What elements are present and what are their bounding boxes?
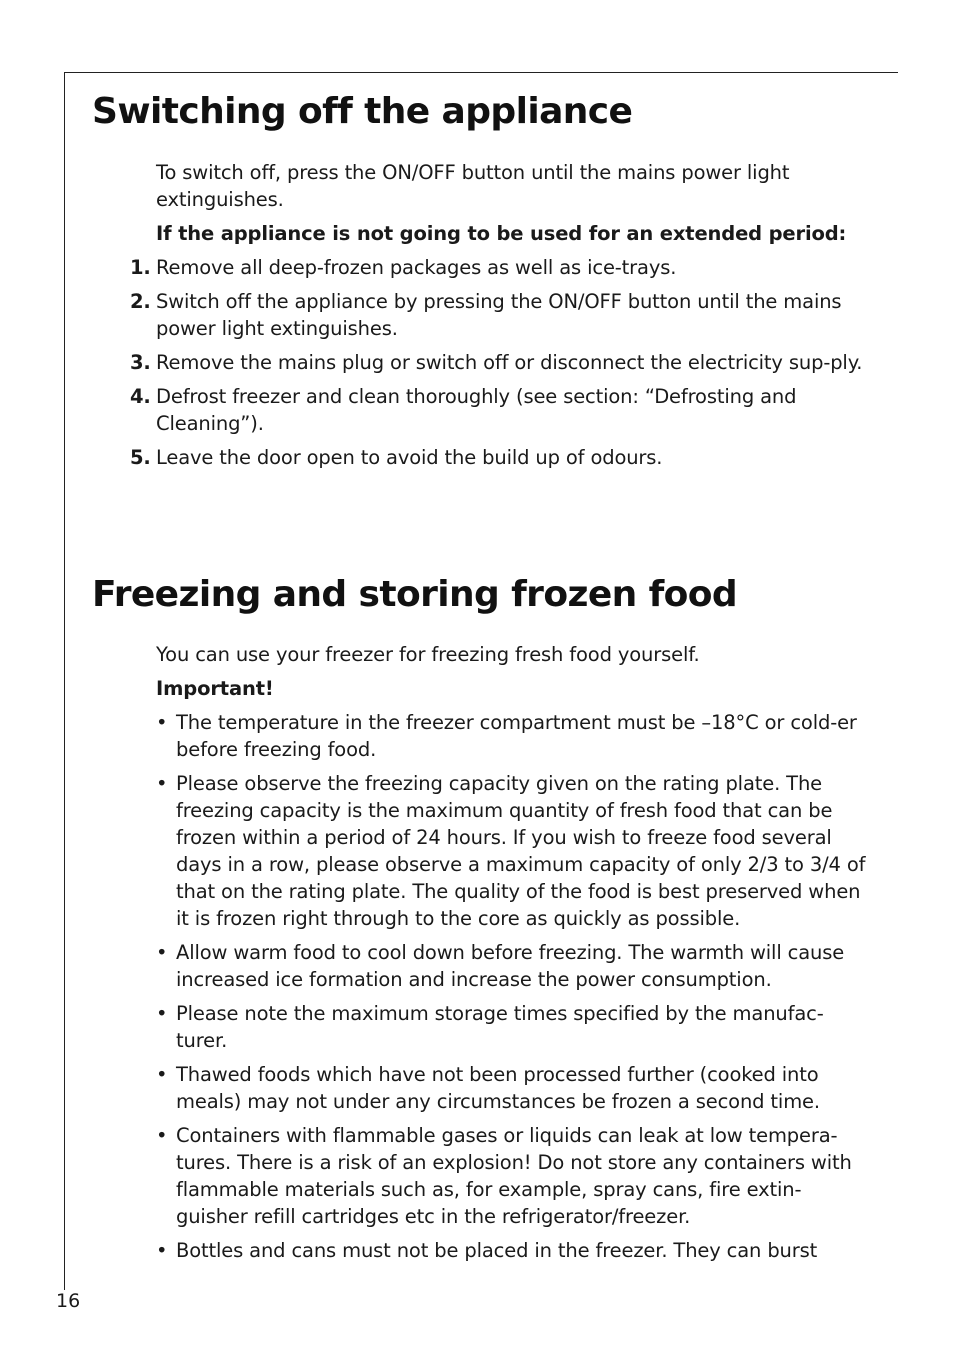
list-item bbox=[130, 444, 872, 471]
freezing-intro: You can use your freezer for freezing fresh food yourself. bbox=[156, 643, 700, 666]
important-label: Important! bbox=[156, 677, 274, 700]
step-number: 2. bbox=[130, 290, 151, 313]
bullet-icon: • bbox=[156, 1063, 168, 1086]
step-text: Leave the door open to avoid the build up of odours. bbox=[156, 446, 663, 469]
bullet-text: Bottles and cans must not be placed in the freezer. They can burst bbox=[176, 1239, 818, 1262]
bullet-icon: • bbox=[156, 711, 168, 734]
list-item bbox=[130, 383, 872, 437]
bullet-text: Please note the maximum storage times specified by the manufac-turer. bbox=[176, 1002, 824, 1052]
switching-off-intro: To switch off, press the ON/OFF button until the mains power light extinguishes. bbox=[156, 161, 790, 211]
bullet-icon: • bbox=[156, 1124, 168, 1147]
list-item bbox=[130, 349, 872, 376]
bullet-text: Containers with flammable gases or liquids can leak at low tempera-tures. There is a risk of an explosion! Do not store any containers with flammable materials such as, for example, spray cans, fire extin-guisher refill cartridges etc in the refrigerator/freezer. bbox=[176, 1124, 852, 1228]
section-title-freezing: Freezing and storing frozen food bbox=[92, 574, 738, 615]
step-text: Defrost freezer and clean thoroughly (see section: “Defrosting and Cleaning”). bbox=[156, 385, 797, 435]
section-title-switching-off: Switching off the appliance bbox=[92, 91, 633, 132]
step-number: 3. bbox=[130, 351, 151, 374]
step-text: Remove all deep-frozen packages as well as ice-trays. bbox=[156, 256, 677, 279]
bullet-icon: • bbox=[156, 1239, 168, 1262]
page-number: 16 bbox=[56, 1290, 81, 1312]
page-frame-top-rule bbox=[64, 72, 898, 73]
step-number: 1. bbox=[130, 256, 151, 279]
bullet-text: Allow warm food to cool down before freezing. The warmth will cause increased ice formation and increase the power consumption. bbox=[176, 941, 845, 991]
bullet-text: The temperature in the freezer compartment must be –18°C or cold-er before freezing food. bbox=[176, 711, 857, 761]
freezing-bullets-list bbox=[156, 709, 872, 1264]
list-item bbox=[156, 1122, 872, 1230]
bullet-text: Thawed foods which have not been processed further (cooked into meals) may not under any circumstances be frozen a second time. bbox=[176, 1063, 820, 1113]
extended-period-subheading: If the appliance is not going to be used for an extended period: bbox=[156, 222, 847, 245]
bullet-icon: • bbox=[156, 772, 168, 795]
section-switching-off-body bbox=[130, 159, 872, 478]
list-item bbox=[156, 1061, 872, 1115]
list-item bbox=[156, 709, 872, 763]
bullet-text: Please observe the freezing capacity given on the rating plate. The freezing capacity is the maximum quantity of fresh food that can be frozen within a period of 24 hours. If you wish to freeze food several days in a row, please observe a maximum capacity of only 2/3 to 3/4 of that on the rating plate. The quality of the food is best preserved when it is frozen right through to the core as quickly as possible. bbox=[176, 772, 866, 930]
step-text: Switch off the appliance by pressing the ON/OFF button until the mains power light extinguishes. bbox=[156, 290, 842, 340]
step-number: 4. bbox=[130, 385, 151, 408]
switch-off-steps-list bbox=[130, 254, 872, 471]
bullet-icon: • bbox=[156, 941, 168, 964]
step-number: 5. bbox=[130, 446, 151, 469]
page-frame-left-rule bbox=[64, 72, 65, 1290]
list-item bbox=[156, 1237, 872, 1264]
section-freezing-body bbox=[156, 641, 872, 1271]
list-item bbox=[156, 770, 872, 932]
step-text: Remove the mains plug or switch off or disconnect the electricity sup-ply. bbox=[156, 351, 863, 374]
list-item bbox=[130, 288, 872, 342]
bullet-icon: • bbox=[156, 1002, 168, 1025]
list-item bbox=[156, 1000, 872, 1054]
list-item bbox=[156, 939, 872, 993]
list-item bbox=[130, 254, 872, 281]
